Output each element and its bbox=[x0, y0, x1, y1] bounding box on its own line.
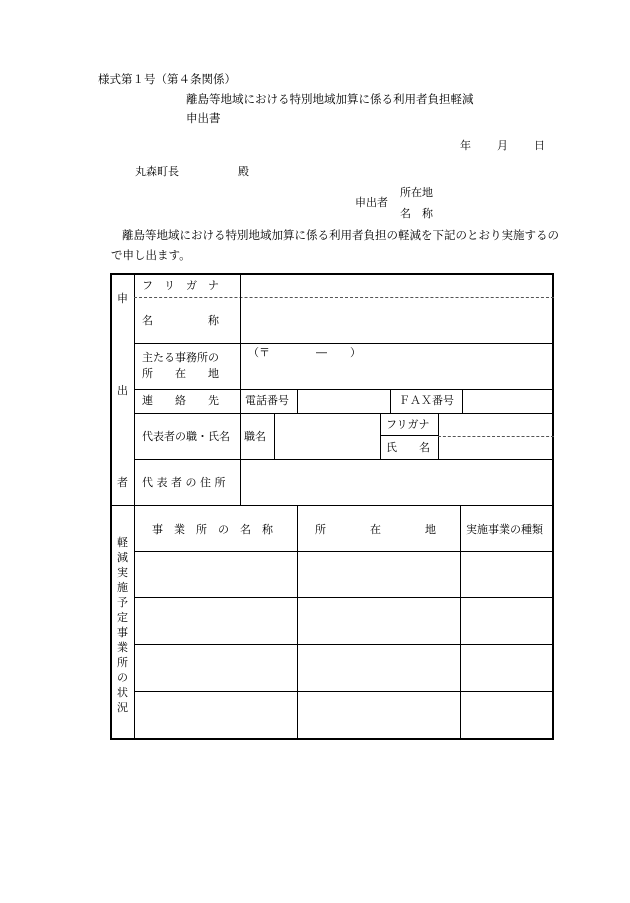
phone-label: 電話番号 bbox=[245, 394, 289, 407]
rep-furigana-dashed-line bbox=[438, 436, 554, 437]
body-text-line1: 離島等地域における特別地域加算に係る利用者負担の軽減を下記のとおり実施するの bbox=[122, 228, 559, 242]
applicant-char: 出 bbox=[117, 384, 128, 397]
addressee-honorific: 殿 bbox=[238, 165, 249, 178]
divider bbox=[134, 413, 554, 414]
divider bbox=[240, 275, 241, 505]
form-title: 離島等地域における特別地域加算に係る利用者負担軽減 bbox=[186, 92, 474, 106]
divider bbox=[297, 389, 298, 413]
applicant-address-label: 所在地 bbox=[400, 186, 433, 199]
fax-label: ＦＡＸ番号 bbox=[399, 394, 454, 407]
divider bbox=[380, 435, 438, 436]
application-form-table bbox=[110, 273, 554, 740]
reduction-char: 軽 bbox=[117, 536, 128, 549]
representative-address-label: 代 表 者 の 住 所 bbox=[142, 476, 226, 489]
office-name-column-header: 事 業 所 の 名 称 bbox=[152, 523, 273, 536]
divider bbox=[380, 413, 381, 459]
postal-code-suffix: ） bbox=[350, 346, 361, 359]
applicant-char: 者 bbox=[117, 476, 128, 489]
divider bbox=[134, 389, 554, 390]
body-text-line2: で申し出ます。 bbox=[111, 248, 191, 262]
divider bbox=[462, 389, 463, 413]
reduction-char: 実 bbox=[117, 566, 128, 579]
reduction-char: の bbox=[117, 671, 128, 684]
divider bbox=[134, 459, 554, 460]
form-number: 様式第１号（第４条関係） bbox=[98, 72, 236, 86]
reduction-char: 況 bbox=[117, 701, 128, 714]
rep-furigana-label: フリガナ bbox=[386, 418, 430, 431]
divider bbox=[134, 644, 554, 645]
date-day-label: 日 bbox=[534, 139, 545, 152]
furigana-label: フ リ ガ ナ bbox=[142, 279, 219, 292]
service-type-column-header: 実施事業の種類 bbox=[466, 523, 543, 536]
divider bbox=[390, 389, 391, 413]
postal-code-prefix: （〒 bbox=[248, 346, 270, 359]
reduction-char: 定 bbox=[117, 611, 128, 624]
contact-label: 連 絡 先 bbox=[142, 394, 219, 407]
reduction-char: 施 bbox=[117, 581, 128, 594]
divider bbox=[274, 413, 275, 459]
divider bbox=[112, 505, 554, 506]
rep-title-label: 職名 bbox=[244, 430, 266, 443]
form-title-suffix: 申出書 bbox=[186, 111, 221, 125]
divider bbox=[460, 505, 461, 738]
location-column-header: 所 在 地 bbox=[315, 523, 436, 536]
date-month-label: 月 bbox=[497, 139, 508, 152]
divider bbox=[134, 275, 135, 738]
applicant-name-label: 名 称 bbox=[400, 207, 433, 220]
divider bbox=[134, 597, 554, 598]
reduction-char: 所 bbox=[117, 656, 128, 669]
name-label: 名 称 bbox=[142, 314, 219, 327]
rep-name-label: 氏 名 bbox=[386, 441, 430, 454]
applicant-char: 申 bbox=[117, 292, 128, 305]
divider bbox=[134, 691, 554, 692]
reduction-char: 事 bbox=[117, 626, 128, 639]
divider bbox=[134, 343, 554, 344]
addressee-name: 丸森町長 bbox=[135, 165, 179, 178]
date-year-label: 年 bbox=[460, 139, 471, 152]
reduction-char: 業 bbox=[117, 641, 128, 654]
applicant-label: 申出者 bbox=[355, 196, 388, 209]
divider bbox=[297, 505, 298, 738]
reduction-char: 減 bbox=[117, 551, 128, 564]
representative-label: 代表者の職・氏名 bbox=[142, 430, 230, 443]
office-address-label-line2: 所 在 地 bbox=[142, 367, 219, 380]
reduction-char: 状 bbox=[117, 686, 128, 699]
postal-code-dash: ― bbox=[316, 346, 327, 359]
divider bbox=[134, 551, 554, 552]
furigana-dashed-line bbox=[134, 297, 554, 298]
office-address-label-line1: 主たる事務所の bbox=[142, 351, 219, 364]
reduction-char: 予 bbox=[117, 596, 128, 609]
